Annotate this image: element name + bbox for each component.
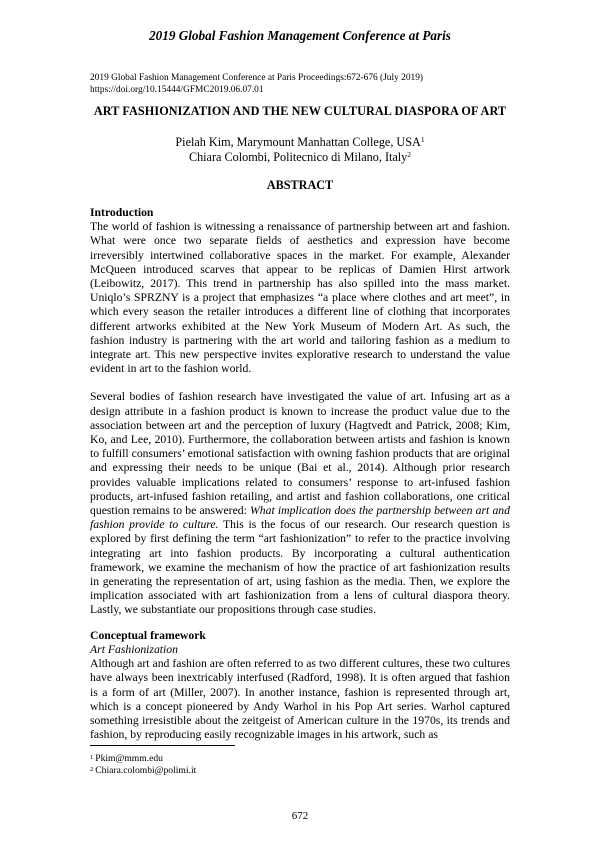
footnotes <box>90 753 196 777</box>
footnote <box>90 765 196 777</box>
author-line <box>0 150 600 165</box>
paragraph <box>90 390 510 617</box>
paragraph-text: This is the focus of our research. Our research question is explored by first defining the term “art fashionization” to refer to the practice involving integrating art into fashion products. By incorporating a cultural authentication framework, we examine the mechanism of how the practice of art fashionization results in generating the representation of art, using fashion as the media. Then, we explore the implication associated with art fashionization from a lens of cultural diaspora theory. Lastly, we substantiate our propositions through case studies. <box>90 518 510 617</box>
section-heading-conceptual: Conceptual framework <box>90 628 206 642</box>
footnote-divider <box>90 745 235 746</box>
footnote-email[interactable]: Pkim@mmm.edu <box>95 753 163 764</box>
footnote-mark: 1 <box>90 754 94 761</box>
page-number: 672 <box>291 810 309 822</box>
author-footnote-mark: 1 <box>420 135 425 144</box>
paragraph: Although art and fashion are often referred to as two different cultures, these two cultures have always been inextricably interfused (Radford, 1998). It is often argued that fashion is a form of art (Miller, 2007). In another instance, fashion is represented through art, which is a concept pioneered by Andy Warhol in his Pop Art series. Warhol captured something irresistible about the zeitgeist of American culture in the 1970s, its trends and fashion, by reproducing easily recognizable images in his artwork, such as <box>90 657 510 742</box>
abstract-heading: ABSTRACT <box>266 178 334 192</box>
footnote <box>90 753 196 765</box>
paper-title: ART FASHIONIZATION AND THE NEW CULTURAL DIASPORA OF ART <box>93 104 507 118</box>
paragraph: The world of fashion is witnessing a renaissance of partnership between art and fashion. What were once two separate fields of aesthetics and expression have become irreversibly intertwined collaborative spaces in the market. For example, Alexander McQueen introduced scarves that appear to be replicas of Damien Hirst artwork (Leibowitz, 2017). This trend in partnership has also spilled into the mass market. Uniqlo’s SPRZNY is a project that emphasizes “a place where clothes and art meet”, in which every season the retailer introduces a different line of clothing that incorporates different artworks exhibited at the New York Museum of Modern Art. As such, the fashion industry is partnering with the art world and tailoring fashion as a medium to integrate art. This new perspective invites explorative research to understand the value evident in art to the fashion world. <box>90 220 510 376</box>
author-footnote-mark: 2 <box>407 149 412 159</box>
proceedings-line: 2019 Global Fashion Management Conference at Paris Proceedings:672-676 (July 2019) <box>90 73 424 83</box>
paper-body <box>90 206 510 742</box>
section-conceptual-framework <box>90 629 510 743</box>
footnote-mark: 2 <box>90 766 94 773</box>
running-head: 2019 Global Fashion Management Conference at Paris <box>149 28 451 43</box>
paragraph-text: Several bodies of fashion research have investigated the value of art. Infusing art as a design attribute in a fashion product is known to increase the product value due to the association between art and the perception of luxury (Hagtvedt and Patrick, 2008; Kim, Ko, and Lee, 2010). Furthermore, the collaboration between artists and fashion is known to fulfill consumers’ emotional satisfaction with owning fashion products that are original and expressing their needs to be unique (Bai et al., 2014). Although prior research provides valuable implications related to consumers’ response to art-infused fashion products, art-infused fashion retailing, and artist and fashion collaborations, one critical question remains to be answered: <box>90 390 510 518</box>
doi-link[interactable]: https://doi.org/10.15444/GFMC2019.06.07.01 <box>90 84 264 95</box>
section-heading-introduction: Introduction <box>90 206 154 219</box>
author-name: Pielah Kim, Marymount Manhattan College, USA <box>175 135 421 149</box>
subsection-heading: Art Fashionization <box>90 642 178 656</box>
footnote-email[interactable]: Chiara.colombi@polimi.it <box>95 765 197 776</box>
author-name: Chiara Colombi, Politecnico di Milano, Italy <box>188 149 408 164</box>
author-line <box>0 135 600 150</box>
publication-meta <box>90 73 423 96</box>
author-list <box>0 135 600 164</box>
research-question: What implication does the partnership between art and fashion provide to culture. <box>90 504 510 532</box>
